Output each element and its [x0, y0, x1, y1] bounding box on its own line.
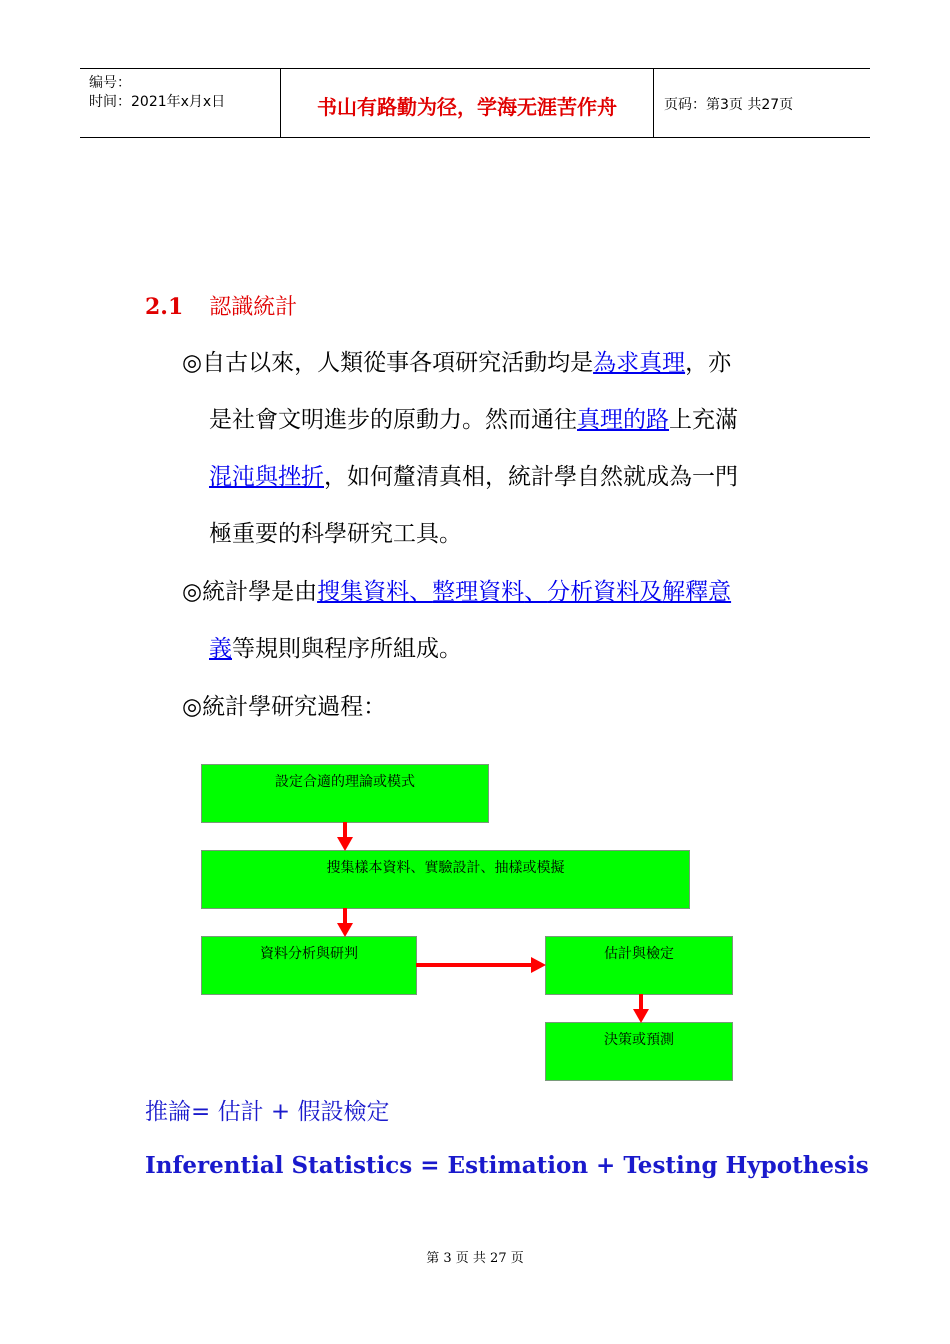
link-analyze-data[interactable]: 分析資料	[547, 579, 640, 605]
link-seek-truth[interactable]: 為求真理	[593, 350, 686, 376]
link-interpret-meaning-end[interactable]: 義	[209, 636, 232, 662]
arrow-down-icon	[336, 908, 354, 938]
arrow-right-icon	[416, 956, 548, 974]
flow-step-decision: 決策或預測	[545, 1022, 733, 1081]
link-collect-data[interactable]: 搜集資料	[317, 579, 410, 605]
page-number-label: 页码：第3页 共27页	[664, 97, 794, 113]
formula-english: Inferential Statistics = Estimation + Testing Hypothesis	[145, 1152, 869, 1179]
formula-chinese: 推論= 估計 + 假設檢定	[145, 1099, 390, 1125]
page-footer: 第 3 页 共 27 页	[426, 1251, 524, 1266]
date-label: 时间：2021年x月x日	[89, 94, 226, 110]
paragraph-definition: ◎統計學是由搜集資料、整理資料、分析資料及解釋意 義等規則與程序所組成。	[182, 579, 732, 662]
section-number: 2.1	[145, 294, 184, 320]
motto-text: 书山有路勤为径，学海无涯苦作舟	[317, 95, 617, 119]
link-organize-data[interactable]: 整理資料	[432, 579, 525, 605]
paragraph-process: ◎統計學研究過程：	[182, 694, 387, 720]
flow-step-sampling: 搜集樣本資料、實驗設計、抽樣或模擬	[201, 850, 690, 909]
header-motto-cell	[281, 69, 654, 137]
section-heading	[145, 290, 297, 321]
flow-step-analysis: 資料分析與研判	[201, 936, 417, 995]
header-info-cell	[80, 69, 281, 137]
flow-step-estimation: 估計與檢定	[545, 936, 733, 995]
link-chaos-setback[interactable]: 混沌與挫折	[209, 464, 324, 490]
link-road-to-truth[interactable]: 真理的路	[577, 407, 669, 433]
paragraph-intro: ◎自古以來，人類從事各項研究活動均是為求真理，亦 是社會文明進步的原動力。然而通往真理的路上充滿 混沌與挫折，如何釐清真相，統計學自然就成為一門 極重要的科學研究工具。	[182, 350, 738, 547]
section-title: 認識統計	[209, 295, 298, 320]
header-page-cell	[654, 69, 870, 137]
serial-label: 编号：	[89, 75, 131, 91]
arrow-down-icon	[632, 994, 650, 1024]
arrow-down-icon	[336, 822, 354, 852]
page-header	[80, 68, 870, 138]
link-interpret-meaning[interactable]: 解釋意	[662, 579, 732, 605]
flow-step-theory: 設定合適的理論或模式	[201, 764, 489, 823]
